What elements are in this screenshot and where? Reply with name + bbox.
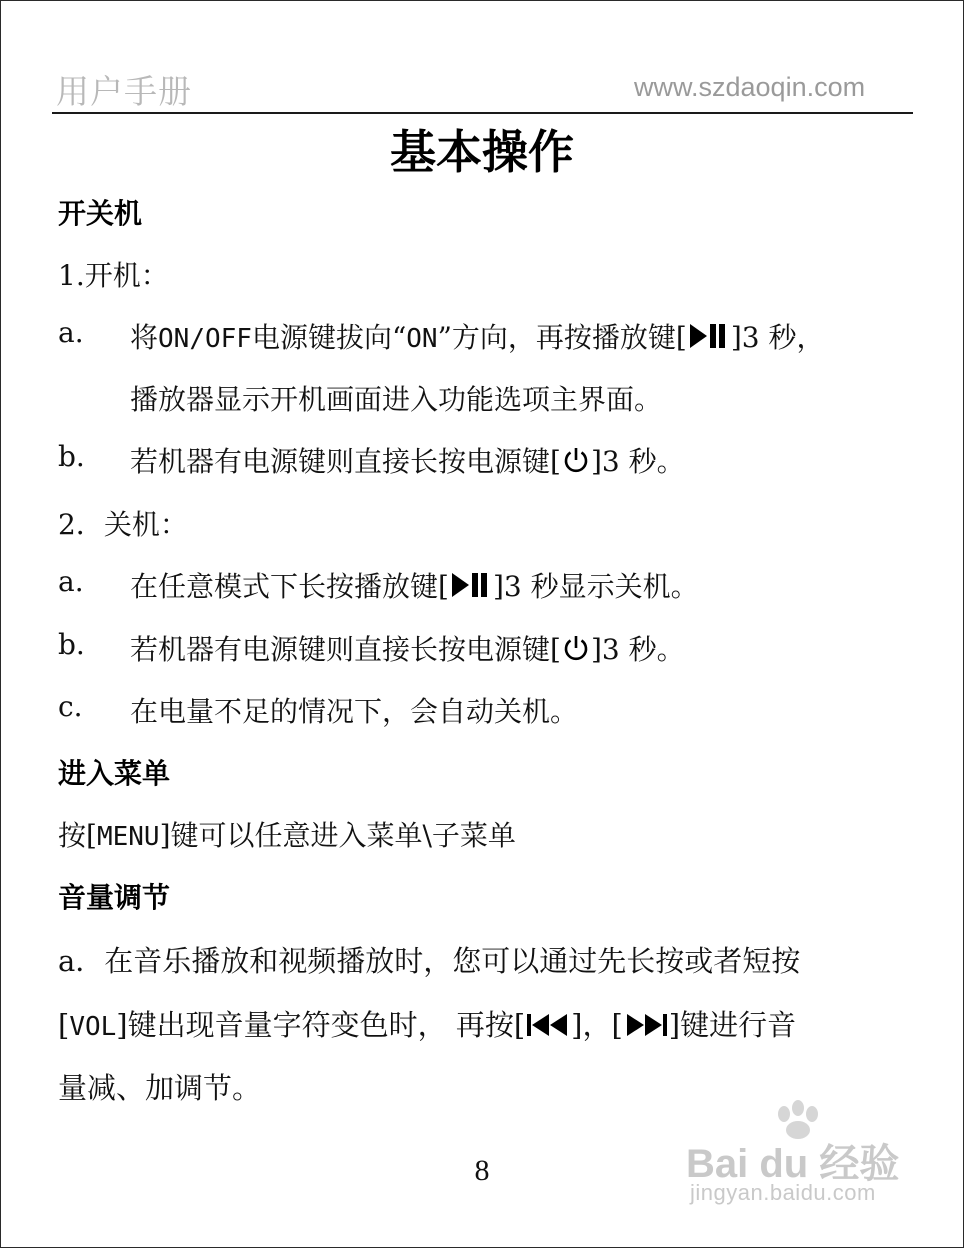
section-heading-power: 开关机 [58,197,143,230]
header-manual-label: 用户手册 [56,72,192,111]
skip-next-icon [623,1011,669,1039]
step-text: 将ON/OFF电源键拔向“ON”方向，再按播放键[ ]3 秒， [130,321,825,354]
watermark-logo-text: Bai du 经验 [686,1142,900,1186]
step-text: 在任意模式下长按播放键[ ]3 秒显示关机。 [130,570,699,603]
menu-instruction: 按[MENU]键可以任意进入菜单\子菜单 [58,819,516,852]
header-website-link[interactable]: www.szdaoqin.com [634,72,866,102]
page-title: 基本操作 [390,125,574,179]
power-icon [561,445,591,475]
volume-paragraph-line-2: [VOL]键出现音量字符变色时， 再按[ ]，[ ]键进行音 [58,1008,797,1042]
step-text: 在电量不足的情况下，会自动关机。 [130,695,579,728]
power-off-label: 2．关机： [58,508,188,541]
volume-paragraph-line-3: 量减、加调节。 [58,1071,262,1105]
section-heading-volume: 音量调节 [58,881,171,914]
watermark-url: jingyan.baidu.com [690,1180,876,1205]
step-text: 若机器有电源键则直接长按电源键[ ]3 秒。 [130,445,685,478]
step-marker: b. [58,440,85,473]
power-on-label: 1.开机： [58,259,169,292]
step-marker: a. [58,316,84,349]
page-number: 8 [474,1154,490,1187]
play-pause-icon [687,321,731,351]
step-marker: a. [58,565,84,598]
skip-previous-icon [525,1011,571,1039]
step-marker: c. [58,690,83,723]
volume-paragraph-line-1: a．在音乐播放和视频播放时，您可以通过先长按或者短按 [58,944,801,978]
power-on-step-a-continued: 播放器显示开机画面进入功能选项主界面。 [130,383,663,416]
section-heading-menu: 进入菜单 [58,757,171,790]
play-pause-icon [449,570,493,600]
step-marker: b. [58,628,85,661]
header-divider [52,112,913,114]
step-text: 若机器有电源键则直接长按电源键[ ]3 秒。 [130,633,685,666]
power-icon [561,633,591,663]
